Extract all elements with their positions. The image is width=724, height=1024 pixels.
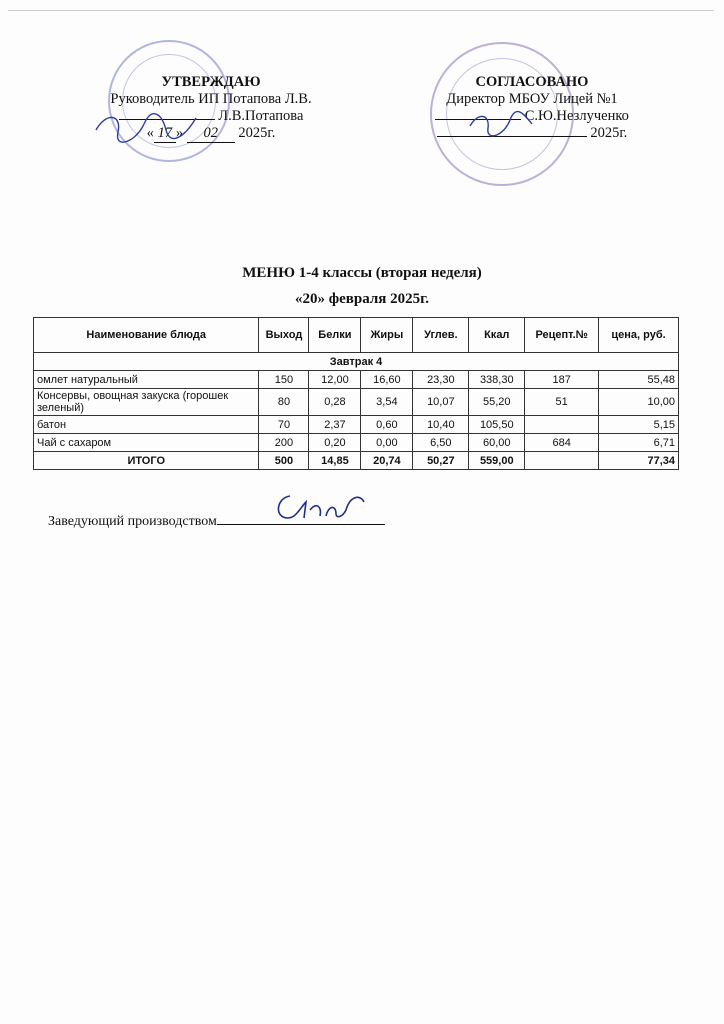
approval-block bbox=[86, 74, 336, 143]
agreement-header: СОГЛАСОВАНО bbox=[475, 74, 589, 90]
dish-carbs: 23,30 bbox=[413, 371, 469, 389]
table-row bbox=[34, 389, 679, 416]
dish-carbs: 6,50 bbox=[413, 434, 469, 452]
dish-protein: 0,28 bbox=[309, 389, 361, 416]
agreement-date-year: 2025г. bbox=[590, 125, 628, 141]
col-header-output: Выход bbox=[259, 318, 309, 353]
col-header-recipe: Рецепт.№ bbox=[525, 318, 599, 353]
signature-blank bbox=[217, 510, 385, 525]
total-row bbox=[34, 452, 679, 470]
dish-fat: 3,54 bbox=[361, 389, 413, 416]
dish-name: батон bbox=[34, 416, 259, 434]
dish-kcal: 55,20 bbox=[469, 389, 525, 416]
dish-recipe bbox=[525, 416, 599, 434]
total-protein: 14,85 bbox=[309, 452, 361, 470]
dish-protein: 2,37 bbox=[309, 416, 361, 434]
dish-recipe: 187 bbox=[525, 371, 599, 389]
dish-name: Консервы, овощная закуска (горошек зеленый) bbox=[34, 389, 259, 416]
table-header-row bbox=[34, 318, 679, 353]
total-price: 77,34 bbox=[599, 452, 679, 470]
dish-fat: 0,60 bbox=[361, 416, 413, 434]
agreement-name-line bbox=[412, 108, 652, 125]
approval-date-year: 2025г. bbox=[238, 125, 276, 141]
table-row bbox=[34, 371, 679, 389]
col-header-fat: Жиры bbox=[361, 318, 413, 353]
menu-table bbox=[33, 317, 679, 470]
col-header-price: цена, руб. bbox=[599, 318, 679, 353]
dish-protein: 12,00 bbox=[309, 371, 361, 389]
dish-output: 70 bbox=[259, 416, 309, 434]
dish-output: 200 bbox=[259, 434, 309, 452]
col-header-protein: Белки bbox=[309, 318, 361, 353]
total-carbs: 50,27 bbox=[413, 452, 469, 470]
approval-date-day: 17 bbox=[154, 125, 176, 143]
dish-fat: 16,60 bbox=[361, 371, 413, 389]
dish-carbs: 10,40 bbox=[413, 416, 469, 434]
agreement-position: Директор МБОУ Лицей №1 bbox=[446, 91, 618, 107]
dish-fat: 0,00 bbox=[361, 434, 413, 452]
table-row bbox=[34, 416, 679, 434]
footer-signature-line bbox=[48, 510, 385, 530]
agreement-block bbox=[412, 74, 652, 142]
dish-protein: 0,20 bbox=[309, 434, 361, 452]
section-row bbox=[34, 353, 679, 371]
dish-recipe: 684 bbox=[525, 434, 599, 452]
col-header-kcal: Ккал bbox=[469, 318, 525, 353]
approval-header: УТВЕРЖДАЮ bbox=[161, 74, 261, 90]
dish-kcal: 105,50 bbox=[469, 416, 525, 434]
dish-price: 6,71 bbox=[599, 434, 679, 452]
dish-output: 80 bbox=[259, 389, 309, 416]
dish-price: 55,48 bbox=[599, 371, 679, 389]
approval-date-month: 02 bbox=[187, 125, 235, 143]
approval-name: Л.В.Потапова bbox=[218, 108, 304, 124]
dish-name: омлет натуральный bbox=[34, 371, 259, 389]
col-header-name: Наименование блюда bbox=[34, 318, 259, 353]
dish-name: Чай с сахаром bbox=[34, 434, 259, 452]
approval-date-line: « 17 » 02 2025г. bbox=[146, 125, 276, 141]
section-title: Завтрак 4 bbox=[34, 353, 679, 371]
menu-title: МЕНЮ 1-4 классы (вторая неделя) bbox=[242, 265, 482, 281]
dish-recipe: 51 bbox=[525, 389, 599, 416]
total-recipe bbox=[525, 452, 599, 470]
menu-date: «20» февраля 2025г. bbox=[294, 291, 429, 307]
agreement-date-line bbox=[412, 125, 652, 142]
total-label: ИТОГО bbox=[34, 452, 259, 470]
dish-output: 150 bbox=[259, 371, 309, 389]
approval-position: Руководитель ИП Потапова Л.В. bbox=[110, 91, 312, 107]
total-kcal: 559,00 bbox=[469, 452, 525, 470]
dish-carbs: 10,07 bbox=[413, 389, 469, 416]
total-output: 500 bbox=[259, 452, 309, 470]
dish-price: 10,00 bbox=[599, 389, 679, 416]
agreement-name: С.Ю.Незлученко bbox=[524, 108, 629, 124]
dish-price: 5,15 bbox=[599, 416, 679, 434]
approval-name-line bbox=[86, 108, 336, 125]
dish-kcal: 338,30 bbox=[469, 371, 525, 389]
top-rule bbox=[8, 10, 714, 11]
footer-label: Заведующий производством bbox=[48, 514, 217, 529]
total-fat: 20,74 bbox=[361, 452, 413, 470]
table-row bbox=[34, 434, 679, 452]
col-header-carbs: Углев. bbox=[413, 318, 469, 353]
dish-kcal: 60,00 bbox=[469, 434, 525, 452]
